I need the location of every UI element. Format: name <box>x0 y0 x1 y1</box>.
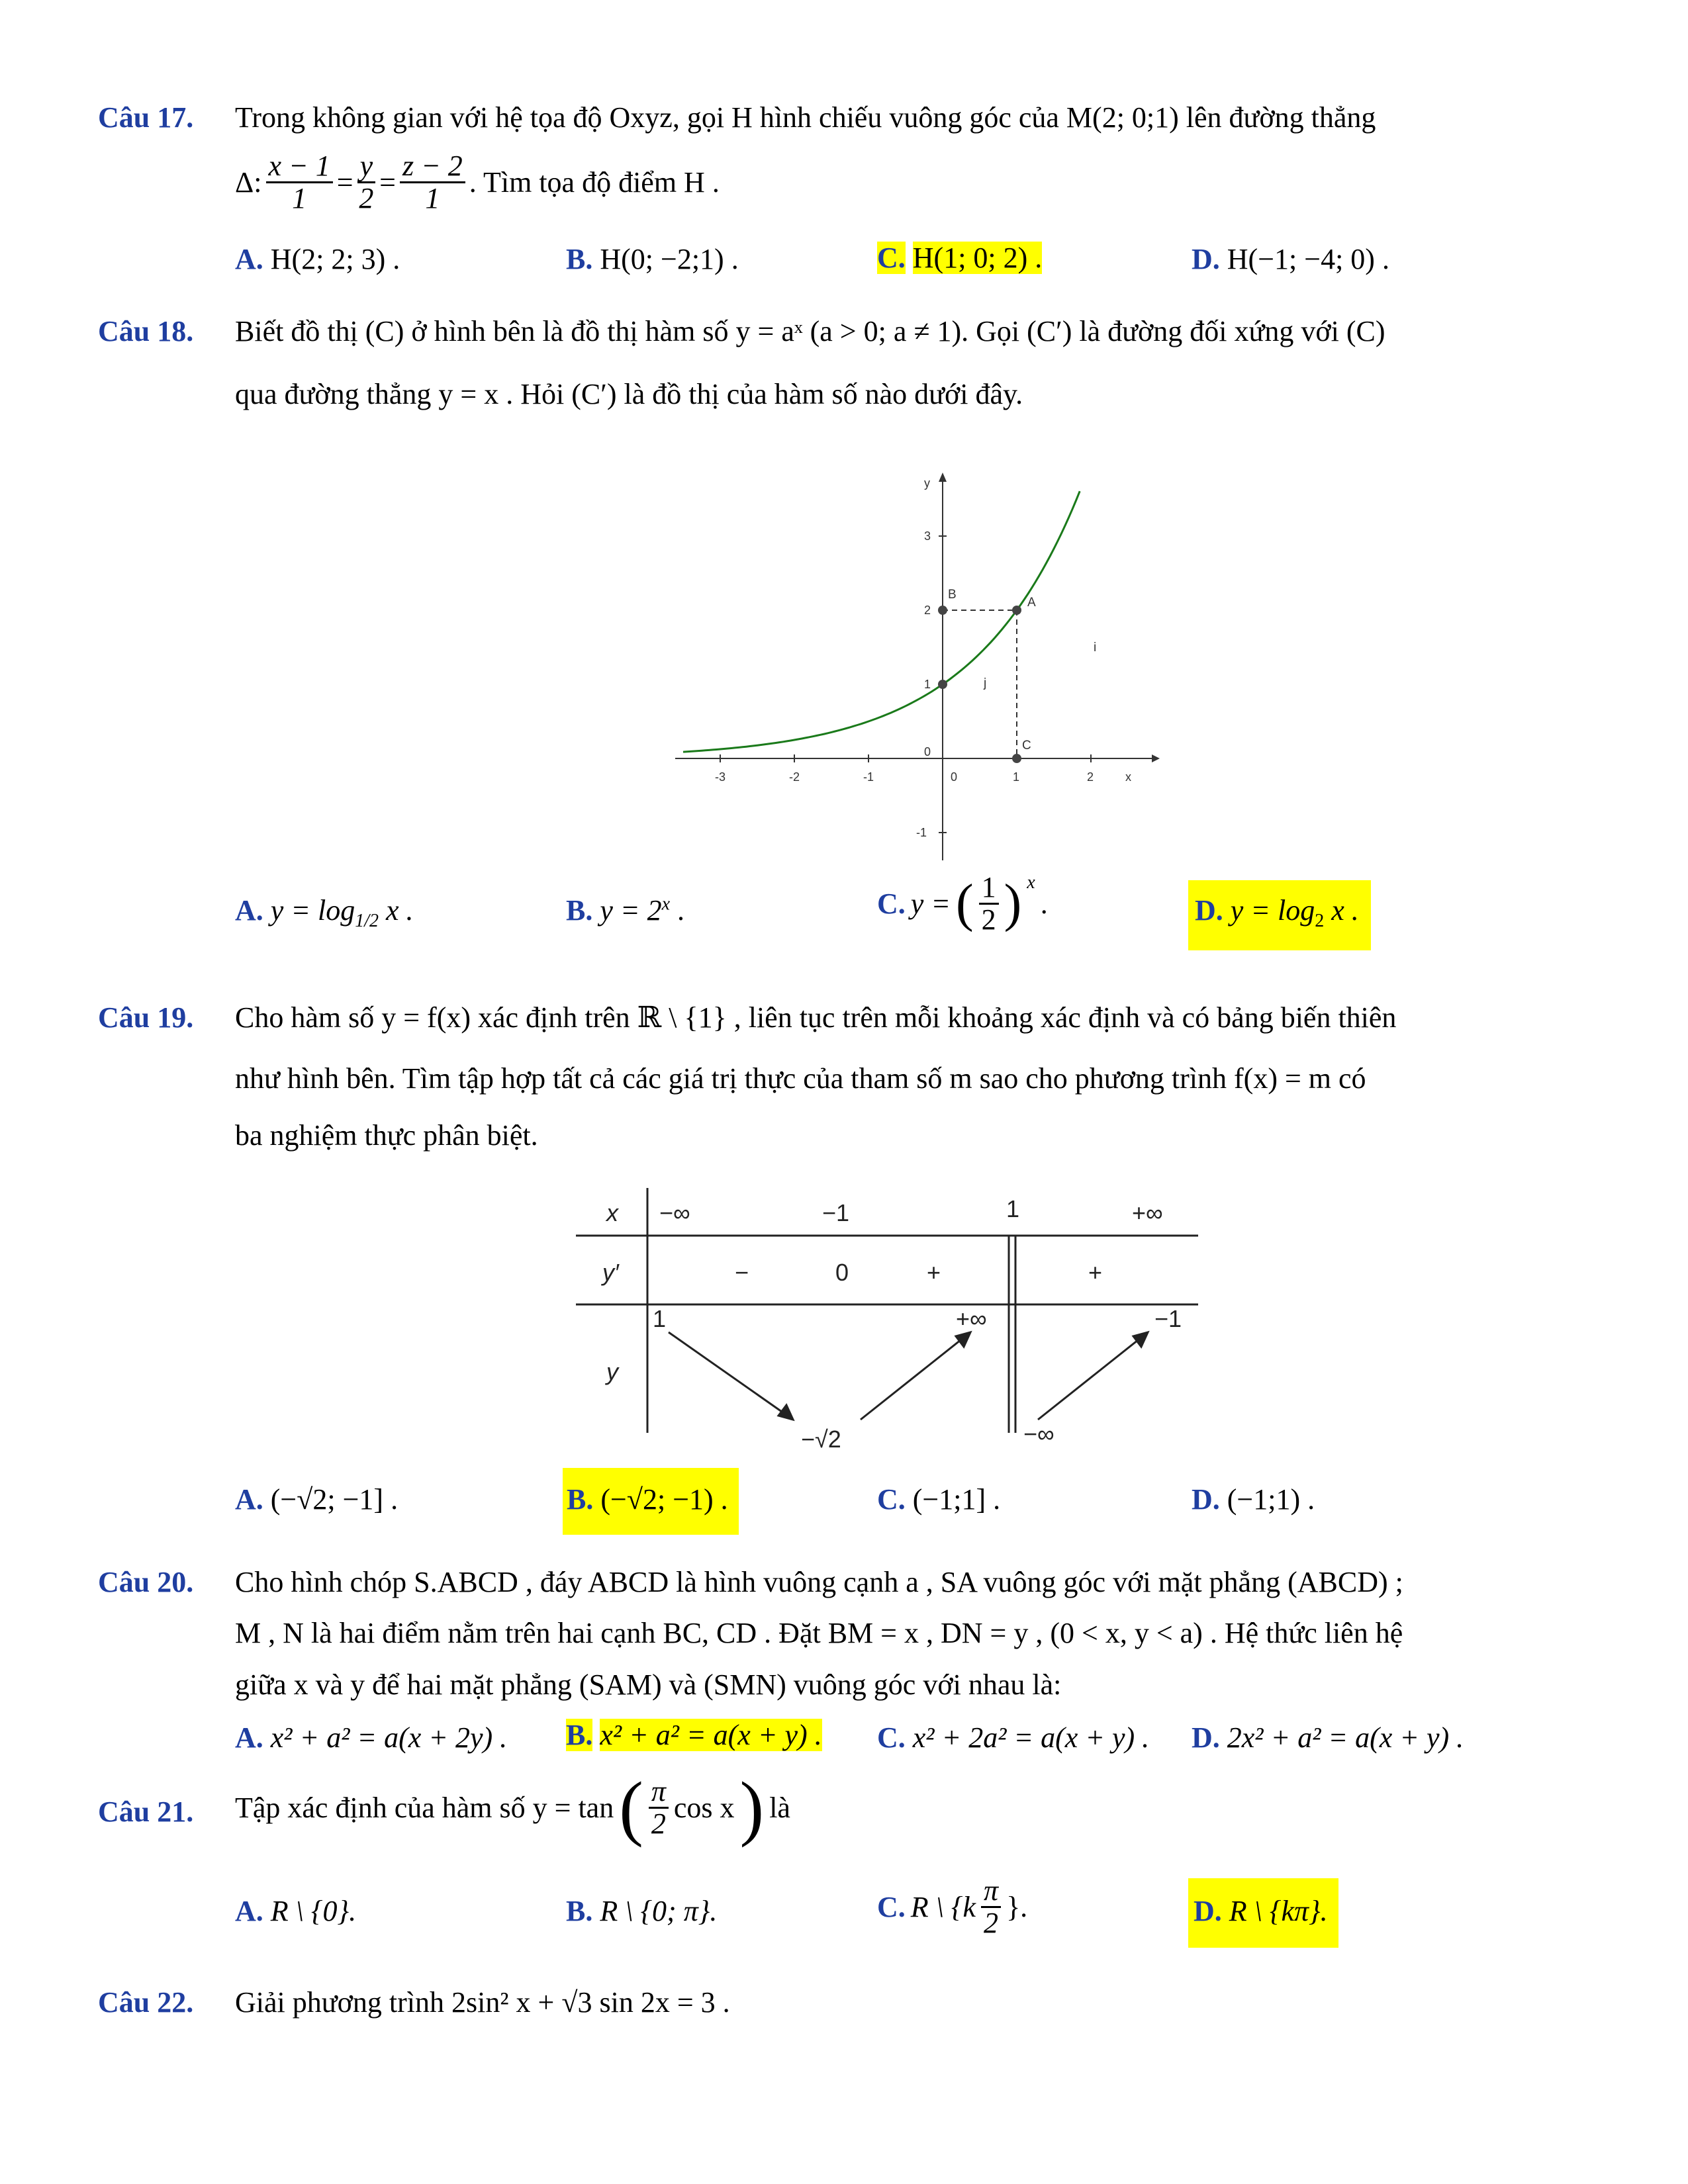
q20-option-b[interactable]: B. x² + a² = a(x + y) . <box>566 1719 822 1751</box>
q20-text-line2: M , N là hai điểm nằm trên hai cạnh BC, CD . Đặt BM = x , DN = y , (0 < x, y < a) . Hệ thức liên hệ <box>235 1617 1403 1649</box>
yprime-sign: − <box>735 1259 749 1286</box>
q18-label: Câu 18. <box>98 315 194 347</box>
x-tick-label: 2 <box>1087 770 1094 784</box>
arrow-increasing-right <box>1038 1332 1148 1420</box>
point-b-label: B <box>948 588 957 602</box>
arrow-increasing-left <box>861 1332 970 1420</box>
segment-label-j: j <box>984 676 987 690</box>
point-b <box>938 606 947 615</box>
y-axis-arrow <box>939 473 947 482</box>
y-value: −1 <box>1154 1305 1182 1332</box>
q19-option-d[interactable]: D. (−1;1) . <box>1192 1483 1315 1516</box>
q19-label: Câu 19. <box>98 1001 194 1034</box>
q19-text-line1: Cho hàm số y = f(x) xác định trên ℝ \ {1} , liên tục trên mỗi khoảng xác định và có bảng biến thiên <box>235 1001 1397 1034</box>
q17-option-d[interactable]: D. H(−1; −4; 0) . <box>1192 243 1389 275</box>
q17-line-equation: Δ: $\frac{x - 1}{1}$ = $\frac{y}{2}$ = $\frac{z - 2}{1}$ . Tìm tọa độ điểm H . <box>235 150 720 215</box>
x-tick-label: 1 <box>1013 770 1020 784</box>
point-y-intercept <box>938 680 947 689</box>
y-value: −√2 <box>801 1426 841 1453</box>
y-tick-label: 1 <box>924 678 931 691</box>
x-value: +∞ <box>1132 1199 1163 1226</box>
y-axis-label: y <box>924 477 930 490</box>
y-tick-label: 3 <box>924 529 931 543</box>
q20-text-line1: Cho hình chóp S.ABCD , đáy ABCD là hình vuông cạnh a , SA vuông góc với mặt phẳng (ABCD) ; <box>235 1566 1403 1598</box>
y-tick-label: 0 <box>924 745 931 758</box>
row-label-yprime: y′ <box>602 1259 619 1286</box>
y-value: +∞ <box>956 1305 987 1332</box>
x-tick-label: -2 <box>789 770 800 784</box>
exponential-graph <box>662 463 1165 874</box>
y-tick-label: -1 <box>916 826 927 839</box>
q21-label: Câu 21. <box>98 1796 194 1828</box>
point-a-label: A <box>1027 596 1036 610</box>
q19-text-line3: ba nghiệm thực phân biệt. <box>235 1119 538 1152</box>
x-tick-label: 0 <box>951 770 958 784</box>
y-value: 1 <box>653 1305 667 1332</box>
q21-option-b[interactable]: B. R \ {0; π}. <box>566 1895 718 1927</box>
q21-option-a[interactable]: A. R \ {0}. <box>235 1895 357 1927</box>
q17-label: Câu 17. <box>98 101 194 134</box>
x-value: 1 <box>1006 1195 1020 1222</box>
q22-label: Câu 22. <box>98 1986 194 2019</box>
q21-option-c[interactable]: C. R \ {k $\frac{\pi}{2}$ }. <box>877 1874 1028 1940</box>
q18-text-line2: qua đường thẳng y = x . Hỏi (C′) là đồ thị của hàm số nào dưới đây. <box>235 378 1023 410</box>
q17-frac-z: $\frac{z - 2}{1}$ <box>400 151 465 214</box>
q17-line-prefix: Δ: <box>235 166 262 199</box>
row-label-y: y <box>606 1358 618 1385</box>
yprime-sign: + <box>927 1259 941 1286</box>
x-tick-label: -1 <box>863 770 874 784</box>
q17-frac-x: $\frac{x - 1}{1}$ <box>266 151 333 214</box>
point-c-label: C <box>1022 739 1031 752</box>
q20-option-c[interactable]: C. x² + 2a² = a(x + y) . <box>877 1721 1150 1754</box>
q19-option-b[interactable]: B. (−√2; −1) . <box>563 1468 739 1535</box>
y-value: −∞ <box>1023 1420 1055 1447</box>
q17-frac-y: $\frac{y}{2}$ <box>357 151 376 214</box>
q19-option-c[interactable]: C. (−1;1] . <box>877 1483 1001 1516</box>
yprime-sign: + <box>1088 1259 1103 1286</box>
q17-option-a[interactable]: A. H(2; 2; 3) . <box>235 243 400 275</box>
variation-table <box>576 1188 1205 1466</box>
q21-fraction: $\frac{\pi}{2}$ <box>649 1776 669 1839</box>
x-value: −∞ <box>659 1199 690 1226</box>
q18-option-c[interactable]: C. y = ( $\frac{1}{2}$ ) $^x$ . <box>877 871 1048 936</box>
yprime-sign: 0 <box>835 1259 849 1286</box>
exponential-curve <box>683 491 1080 752</box>
q19-option-a[interactable]: A. (−√2; −1] . <box>235 1483 399 1516</box>
y-tick-label: 2 <box>924 604 931 617</box>
q20-text-line3: giữa x và y để hai mặt phẳng (SAM) và (SMN) vuông góc với nhau là: <box>235 1668 1062 1701</box>
q22-text: Giải phương trình 2sin² x + √3 sin 2x = 3 . <box>235 1986 730 2019</box>
x-value: −1 <box>822 1199 850 1226</box>
row-label-x: x <box>606 1199 618 1226</box>
x-axis-arrow <box>1152 754 1160 762</box>
q17-option-b[interactable]: B. H(0; −2;1) . <box>566 243 739 275</box>
q21-option-d[interactable]: D. R \ {kπ}. <box>1188 1878 1338 1948</box>
q18-text-line1: Biết đồ thị (C) ở hình bên là đồ thị hàm số y = aˣ (a > 0; a ≠ 1). Gọi (C′) là đường đối xứng với (C) <box>235 315 1385 347</box>
q20-option-d[interactable]: D. 2x² + a² = a(x + y) . <box>1192 1721 1464 1754</box>
q19-text-line2: như hình bên. Tìm tập hợp tất cả các giá trị thực của tham số m sao cho phương trình f(x) = m có <box>235 1062 1366 1095</box>
q18-c-fraction: $\frac{1}{2}$ <box>979 872 999 935</box>
arrow-decreasing <box>669 1332 793 1420</box>
q17-text: Trong không gian với hệ tọa độ Oxyz, gọi H hình chiếu vuông góc của M(2; 0;1) lên đường thẳng <box>235 101 1376 134</box>
q18-option-b[interactable]: B. $y = 2^x$ . <box>566 893 685 927</box>
q17-line-suffix: . Tìm tọa độ điểm H . <box>469 166 720 199</box>
q21-c-fraction: $\frac{\pi}{2}$ <box>981 1876 1001 1938</box>
q17-option-c[interactable]: C. H(1; 0; 2) . <box>877 242 1043 274</box>
q18-option-d[interactable]: D. $y = \log_2 x$ . <box>1188 880 1371 950</box>
q21-text: Tập xác định của hàm số y = tan ( $\frac{\pi}{2}$ cos x ) là <box>235 1767 790 1848</box>
x-axis-label: x <box>1125 770 1131 784</box>
x-tick-label: -3 <box>715 770 726 784</box>
q18-option-a[interactable]: A. $y = \log_{1/2} x$ . <box>235 894 414 931</box>
point-a <box>1012 606 1021 615</box>
q20-option-a[interactable]: A. x² + a² = a(x + 2y) . <box>235 1721 508 1754</box>
q20-label: Câu 20. <box>98 1566 194 1598</box>
point-c <box>1012 754 1021 763</box>
curve-label-i: i <box>1094 641 1097 655</box>
